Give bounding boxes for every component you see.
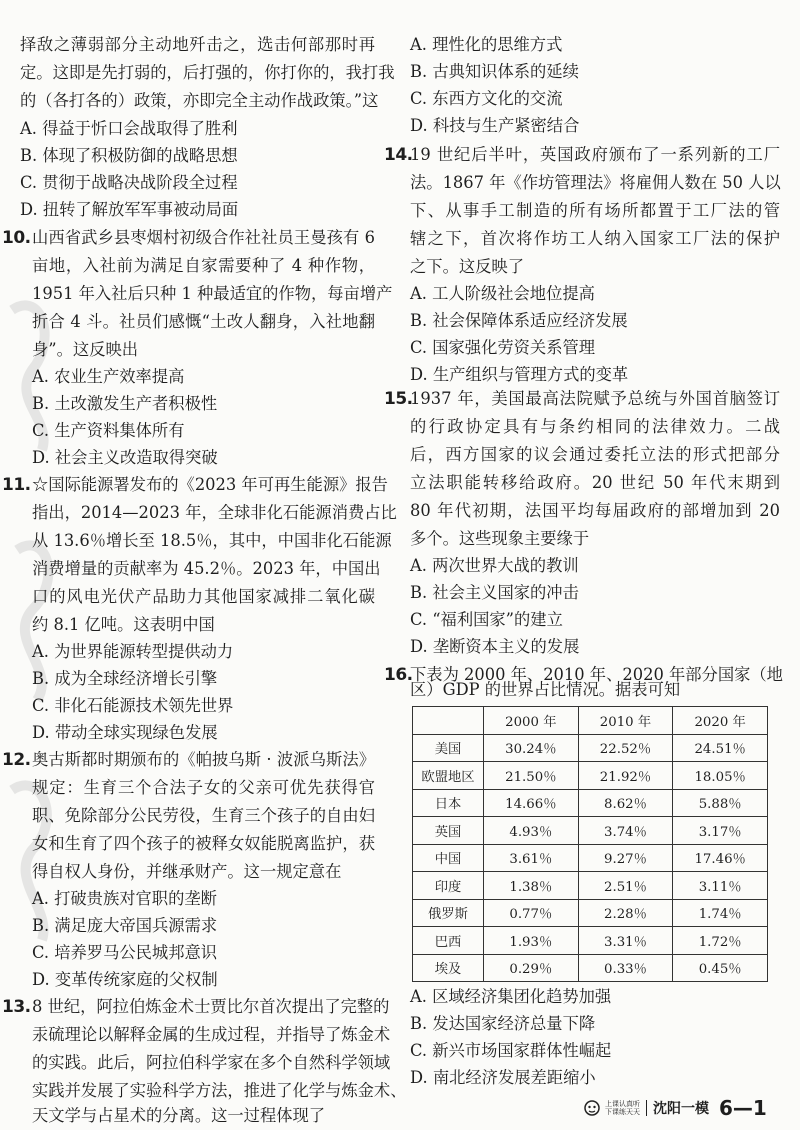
value-cell: 1.74％ [673,899,768,927]
q14-line-3: 下、从事手工制造的所有场所都置于工厂法的管 [410,201,780,220]
country-cell: 中国 [413,844,484,872]
q10-line-1: 山西省武乡县枣烟村初级合作社社员王曼孩有 6 [32,228,375,247]
q11-line-5: 口的风电光伏产品助力其他国家减排二氧化碳 [32,587,375,606]
q15-line-6: 多个。这些现象主要缘于 [410,529,590,548]
q11-line-3: 从 13.6％增长至 18.5％，其中，中国非化石能源 [32,531,392,550]
table-header-cell: 2010 年 [578,707,673,735]
q13-option-c: C. 东西方文化的交流 [410,89,563,108]
q10-line-2: 亩地，入社前为满足自家需要种了 4 种作物， [32,256,375,275]
q16-option-d: D. 南北经济发展差距缩小 [410,1068,596,1087]
q9-option-c: C. 贯彻于战略决战阶段全过程 [20,173,238,192]
q16-line-1: 下表为 2000 年、2010 年、2020 年部分国家（地 [410,665,783,684]
q15-line-1: 1937 年，美国最高法院赋予总统与外国首脑签订 [410,389,780,408]
q14-option-b: B. 社会保障体系适应经济发展 [410,311,628,330]
q15-option-a: A. 两次世界大战的教训 [410,556,579,575]
q10-option-c: C. 生产资料集体所有 [32,421,185,440]
q9-line-1: 择敌之薄弱部分主动地歼击之，选击何部那时再 [20,35,375,54]
value-cell: 5.88％ [673,789,768,817]
table-row [413,954,768,982]
value-cell: 9.27％ [578,844,673,872]
q14-option-d: D. 生产组织与管理方式的变革 [410,365,629,384]
q9-option-b: B. 体现了积极防御的战略思想 [20,146,238,165]
q13-option-d: D. 科技与生产紧密结合 [410,116,580,135]
q9-option-d: D. 扭转了解放军军事被动局面 [20,200,239,219]
table-row [413,762,768,790]
value-cell: 18.05％ [673,762,768,790]
q11-option-a: A. 为世界能源转型提供动力 [32,642,234,661]
q13-number: 13. [2,997,31,1017]
country-cell: 美国 [413,734,484,762]
footer-slogan-line-1: 上课认真听 [605,1100,640,1108]
q11-line-4: 消费增量的贡献率为 45.2％。2023 年，中国出 [32,559,381,578]
country-cell: 俄罗斯 [413,899,484,927]
value-cell: 1.72％ [673,927,768,955]
table-row [413,789,768,817]
value-cell: 21.92％ [578,762,673,790]
exam-name: 沈阳一模 [653,1101,709,1117]
value-cell: 0.45％ [673,954,768,982]
country-cell: 日本 [413,789,484,817]
value-cell: 4.93％ [484,817,579,845]
value-cell: 8.62％ [578,789,673,817]
q15-line-2: 的行政协定具有与条约相同的法律效力。二战 [410,417,780,436]
q16-option-b: B. 发达国家经济总量下降 [410,1014,596,1033]
q16-option-a: A. 区域经济集团化趋势加强 [410,987,612,1006]
value-cell: 17.46％ [673,844,768,872]
table-header-row [413,707,768,735]
value-cell: 21.50％ [484,762,579,790]
table-row [413,817,768,845]
footer-slogan [605,1100,640,1116]
q12-number: 12. [2,750,31,770]
q15-option-c: C. “福利国家”的建立 [410,610,563,629]
q14-line-2: 法。1867 年《作坊管理法》将雇佣人数在 50 人以 [410,173,781,192]
q10-line-5: 身”。这反映出 [32,340,139,359]
country-cell: 印度 [413,872,484,900]
page-number: 6—1 [719,1096,767,1120]
country-cell: 巴西 [413,927,484,955]
value-cell: 3.31％ [578,927,673,955]
table-row [413,927,768,955]
q14-option-a: A. 工人阶级社会地位提高 [410,284,595,303]
value-cell: 0.29％ [484,954,579,982]
value-cell: 24.51％ [673,734,768,762]
table-row [413,734,768,762]
value-cell: 3.11％ [673,872,768,900]
country-cell: 埃及 [413,954,484,982]
q10-number: 10. [2,228,31,248]
q15-line-5: 80 年代初期，法国平均每届政府的部增加到 20 [410,501,780,520]
q10-option-d: D. 社会主义改造取得突破 [32,448,218,467]
q12-line-4: 女和生育了四个孩子的被释女奴能脱离监护，获 [32,834,375,853]
q14-line-1: 19 世纪后半叶，英国政府颁布了一系列新的工厂 [410,145,780,164]
q13-line-5: 天文学与占星术的分离。这一过程体现了 [32,1106,326,1125]
q10-line-4: 折合 4 斗。社员们感慨“土改人翻身，入社地翻 [32,312,375,331]
value-cell: 30.24％ [484,734,579,762]
q12-option-b: B. 满足庞大帝国兵源需求 [32,916,218,935]
q12-option-c: C. 培养罗马公民城邦意识 [32,943,218,962]
page-footer [582,1096,767,1120]
q10-option-a: A. 农业生产效率提高 [32,367,185,386]
q9-line-3: 的（各打各的）政策，亦即完全主动作战政策。”这 [20,91,379,110]
q11-line-1: ☆国际能源署发布的《2023 年可再生能源》报告 [32,475,388,494]
value-cell: 1.38％ [484,872,579,900]
gdp-share-table [412,706,768,982]
q11-option-b: B. 成为全球经济增长引擎 [32,669,218,688]
q12-line-5: 得自权人身份，并继承财产。这一规定意在 [32,862,342,881]
value-cell: 3.74％ [578,817,673,845]
table-row [413,872,768,900]
footer-slogan-line-2: 下课练天天 [605,1108,640,1116]
q15-line-4: 立法职能转移给政府。20 世纪 50 年代末期到 [410,473,780,492]
q13-line-3: 的实践。此后，阿拉伯科学家在多个自然科学领域 [32,1053,391,1072]
country-cell: 欧盟地区 [413,762,484,790]
q10-option-b: B. 土改激发生产者积极性 [32,394,218,413]
value-cell: 2.28％ [578,899,673,927]
q10-line-3: 1951 年入社后只种 1 种最适宜的作物，每亩增产 [32,284,393,303]
q9-line-2: 定。这即是先打弱的，后打强的，你打你的，我打我 [20,63,395,82]
q11-line-2: 指出，2014—2023 年，全球非化石能源消费占比 [32,503,397,522]
q15-number: 15. [384,389,413,409]
q13-line-1: 8 世纪，阿拉伯炼金术士贾比尔首次提出了完整的 [32,997,390,1016]
q12-line-2: 规定：生育三个合法子女的父亲可优先获得官 [32,778,375,797]
footer-divider [646,1100,647,1116]
q15-option-d: D. 垄断资本主义的发展 [410,637,580,656]
q11-number: 11. [2,475,31,495]
value-cell: 3.61％ [484,844,579,872]
table-header-cell: 2000 年 [484,707,579,735]
q12-option-a: A. 打破贵族对官职的垄断 [32,889,217,908]
table-header-corner [413,707,484,735]
q11-line-6: 约 8.1 亿吨。这表明中国 [32,615,215,634]
q16-number: 16. [384,665,413,685]
value-cell: 3.17％ [673,817,768,845]
q11-option-c: C. 非化石能源技术领先世界 [32,696,234,715]
q13-line-2: 汞硫理论以解释金属的生成过程，并指导了炼金术 [32,1025,391,1044]
table-header-cell: 2020 年 [673,707,768,735]
q14-option-c: C. 国家强化劳资关系管理 [410,338,596,357]
q12-line-3: 职、免除部分公民劳役，生育三个孩子的自由妇 [32,806,375,825]
q9-option-a: A. 得益于忻口会战取得了胜利 [20,119,238,138]
value-cell: 0.77％ [484,899,579,927]
mascot-logo-icon [582,1099,602,1117]
q12-line-1: 奥古斯都时期颁布的《帕披乌斯 · 波派乌斯法》 [32,750,375,769]
q15-option-b: B. 社会主义国家的冲击 [410,583,579,602]
q11-option-d: D. 带动全球实现绿色发展 [32,723,218,742]
q14-line-4: 辖之下，首次将作坊工人纳入国家工厂法的保护 [410,229,780,248]
q12-option-d: D. 变革传统家庭的父权制 [32,970,218,989]
q13-line-4: 实践并发展了实验科学方法，推进了化学与炼金术、 [32,1081,407,1100]
table-row [413,844,768,872]
value-cell: 14.66％ [484,789,579,817]
value-cell: 1.93％ [484,927,579,955]
q15-line-3: 后，西方国家的议会通过委托立法的形式把部分 [410,445,780,464]
q13-option-b: B. 古典知识体系的延续 [410,62,579,81]
q16-line-2: 区）GDP 的世界占比情况。据表可知 [410,680,681,699]
q16-option-c: C. 新兴市场国家群体性崛起 [410,1041,612,1060]
value-cell: 0.33％ [578,954,673,982]
q14-number: 14. [384,145,413,165]
value-cell: 22.52％ [578,734,673,762]
value-cell: 2.51％ [578,872,673,900]
q14-line-5: 之下。这反映了 [410,257,524,276]
q13-option-a: A. 理性化的思维方式 [410,35,563,54]
table-row [413,899,768,927]
country-cell: 英国 [413,817,484,845]
